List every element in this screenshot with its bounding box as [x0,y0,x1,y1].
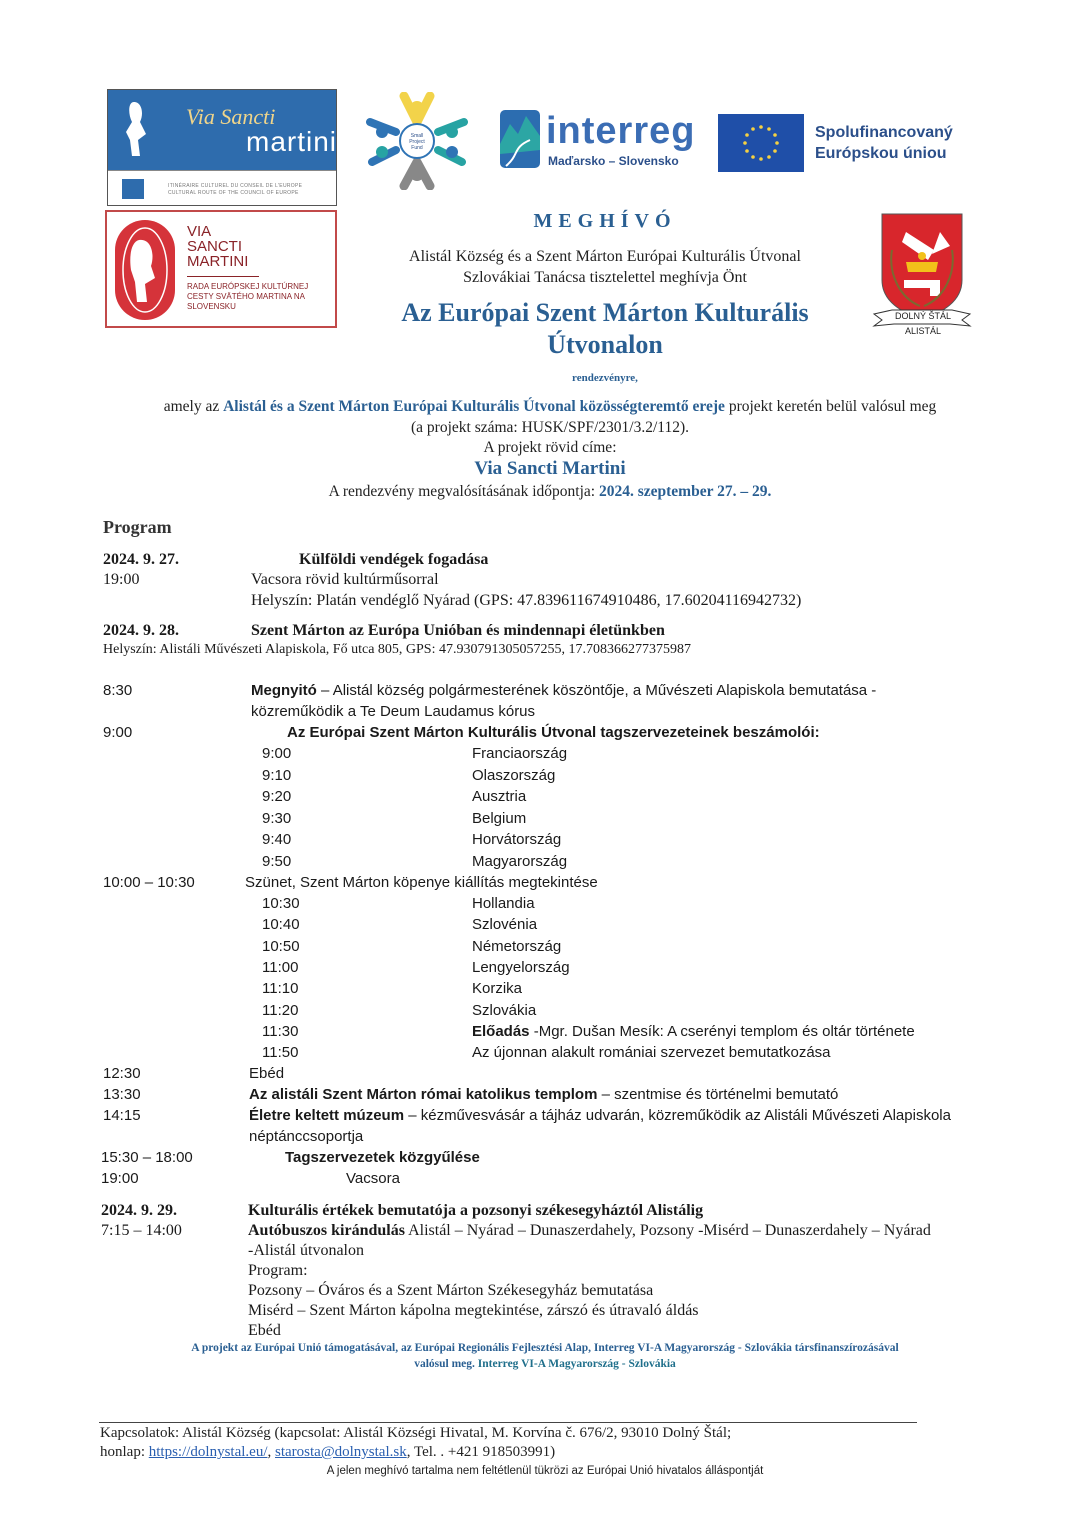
report-country: Horvátország [472,831,562,848]
report-time: 9:00 [262,745,292,762]
day1-title: Külföldi vendégek fogadása [299,551,489,568]
event-suffix: rendezvényre, [572,372,638,384]
report-country: Franciaország [472,745,568,762]
footprint-seal-icon [115,220,175,320]
day1-time: 19:00 [103,571,140,588]
day3-item: Misérd – Szent Márton kápolna megtekintése, zárszó és útravaló áldás [248,1302,699,1319]
day2-location: Helyszín: Alistáli Művészeti Alapiskola, Fő utca 805, GPS: 47.930791305057255, 17.708366277375987 [103,642,691,657]
project-prefix: amely az [163,398,224,415]
via-sancti-martini-sk-logo [105,210,337,328]
coat-of-arms-logo [870,210,974,342]
mountain-icon [500,110,540,168]
project-number: (a projekt száma: HUSK/SPF/2301/3.2/112). [411,419,689,436]
report-country: Korzika [472,980,523,998]
logo-text: Via Sancti [186,104,276,129]
event-title-line: Útvonalon [547,330,663,359]
logo-subtext: CESTY SVÄTÉHO MARTINA NA [187,292,305,301]
council-of-europe-icon [122,179,144,199]
report-time: 11:00 [262,958,299,976]
day3-item: Pozsony – Óváros és a Szent Márton Székesegyház bemutatása [248,1282,654,1299]
lecture-desc: -Mgr. Dušan Mesík: A cserényi templom és oltár története [529,1023,915,1040]
project-name: Alistál és a Szent Márton Európai Kulturális Útvonal közösségteremtő ereje [223,398,725,415]
eu-flag-icon [718,114,804,172]
report-time: 9:30 [262,809,292,827]
museum-desc: – kézművesvásár a tájház udvarán, közreműködik az Alistáli Művészeti Alapiskola [404,1107,951,1124]
church-time: 13:30 [103,1086,141,1103]
footer-disclaimer: A jelen meghívó tartalma nem feltétlenül tükrözi az Európai Unió hivatalos álláspontját [326,1465,764,1477]
church-text [249,1086,838,1103]
report-country: Szlovénia [472,916,538,934]
lecture-time: 11:30 [262,1023,299,1040]
logo-subtext: SLOVENSKU [187,302,236,311]
saint-figure-icon [126,100,148,160]
event-date-line [80,483,1020,501]
opening-text [251,682,876,699]
via-sancti-martini-logo [107,89,337,206]
romania-text: Az újonnan alakult romániai szervezet bemutatkozása [472,1044,831,1061]
intro-text [370,246,840,288]
museum-time: 14:15 [103,1107,141,1124]
day3-title: Kulturális értékek bemutatója a pozsonyi székesegyháztól Alistálig [248,1202,704,1219]
eu-text-line: Spolufinancovaný [815,124,953,141]
intro-line: Alistál Község és a Szent Márton Európai Kulturális Útvonal [409,248,801,265]
report-country: Hollandia [472,895,535,912]
break-time: 10:00 – 10:30 [103,874,195,891]
report-time: 11:20 [262,1001,299,1019]
assembly-text: Tagszervezetek közgyűlése [285,1149,480,1166]
footer-links [100,1444,555,1461]
funding-line-2 [60,1358,1030,1370]
intro-line: Szlovákiai Tanácsa tisztelettel meghívja Önt [463,269,747,286]
day3-program-label: Program: [248,1262,308,1279]
homepage-link[interactable]: https://dolnystal.eu/ [148,1444,268,1460]
funding-line: A projekt az Európai Unió támogatásával, az Európai Regionális Fejlesztési Alap, Interreg VI-A Magyarország - Szlovákia társfinanszírozásával [191,1342,899,1354]
dinner-text: Vacsora [346,1170,400,1187]
report-time: 10:40 [262,916,300,934]
reports-title: Az Európai Szent Márton Kulturális Útvonal tagszervezeteinek beszámolói: [287,724,820,741]
logo-fine-print: CULTURAL ROUTE OF THE COUNCIL OF EUROPE [168,190,299,196]
short-title: Via Sancti Martini [474,458,626,479]
email-link[interactable]: starosta@dolnystal.sk [275,1444,407,1460]
report-time: 9:10 [262,766,292,784]
trip-title: Autóbuszos kirándulás [248,1222,405,1239]
day1-event: Vacsora rövid kultúrműsorral [251,571,439,588]
date-label: A rendezvény megvalósításának időpontja: [328,483,599,500]
opening-time: 8:30 [103,682,133,699]
opening-desc-2: közreműködik a Te Deum Laudamus kórus [251,703,536,720]
report-country: Magyarország [472,852,568,870]
museum-desc-2: néptánccsoportja [249,1128,364,1145]
logo-fine-print: ITINÉRAIRE CULTUREL DU CONSEIL DE L'EUROPE [168,183,303,189]
project-suffix: projekt keretén belül valósul meg [724,398,937,415]
project-line [80,398,1020,416]
opening-title: Megnyitó [251,682,317,699]
interreg-wordmark: interreg [546,110,696,152]
footer-contacts: Kapcsolatok: Alistál Község (kapcsolat: Alistál Községi Hivatal, M. Korvína č. 676/2, 93010 Dolný Štál; [100,1425,732,1441]
report-country: Belgium [472,809,527,827]
trip-route: Alistál – Nyárad – Dunaszerdahely, Pozsony -Misérd – Dunaszerdahely – Nyárad [404,1222,931,1239]
day3-time: 7:15 – 14:00 [101,1222,182,1239]
footer-divider [99,1422,917,1423]
logo-text: VIA [187,223,212,240]
lunch-text: Ebéd [249,1065,285,1082]
trip-route-2: -Alistál útvonalon [248,1242,364,1259]
lecture-title: Előadás [472,1023,530,1040]
lunch-time: 12:30 [103,1065,141,1082]
report-country: Németország [472,937,562,955]
report-country: Lengyelország [472,958,570,976]
homepage-label: honlap: [100,1444,149,1460]
day1-location: Helyszín: Platán vendéglő Nyárad (GPS: 47.839611674910486, 17.60204116942732) [251,592,802,609]
day2-title: Szent Márton az Európa Unióban és mindennapi életünkben [251,622,665,639]
coat-of-arms-label: ALISTÁL [904,326,942,336]
report-time: 9:50 [262,852,292,870]
svg-text:Fund: Fund [411,145,423,151]
svg-text:Small: Small [410,133,424,139]
logo-subtext: RADA EURÓPSKEJ KULTÚRNEJ [187,282,309,291]
church-title: Az alistáli Szent Márton római katolikus templom [249,1086,598,1103]
church-desc: – szentmise és történelmi bemutató [597,1086,839,1103]
page-title: MEGHÍVÓ [533,210,677,232]
report-time: 11:10 [262,980,299,998]
eu-cofinanced-label [815,122,953,164]
eu-text-line: Európskou úniou [815,145,947,162]
funding-prefix: valósul meg. [414,1358,478,1370]
funding-program: Interreg VI-A Magyarország - Szlovákia [477,1358,676,1370]
people-circle-icon [366,92,468,190]
romania-time: 11:50 [262,1044,299,1061]
interreg-logo [500,110,710,170]
museum-title: Életre keltett múzeum [249,1107,405,1124]
report-time: 9:20 [262,788,292,805]
lecture-text [472,1023,915,1040]
coat-of-arms-label: DOLNÝ ŠTÁL [894,311,952,321]
day3-trip [248,1222,931,1240]
report-time: 9:40 [262,831,292,848]
report-country: Olaszország [472,766,556,784]
day2-date: 2024. 9. 28. [103,622,179,639]
report-country: Szlovákia [472,1001,537,1019]
museum-text [249,1107,951,1124]
svg-text:Project: Project [409,139,425,145]
logo-text: martini [246,126,338,157]
day1-date: 2024. 9. 27. [103,551,179,568]
short-title-label: A projekt rövid címe: [483,439,617,456]
opening-desc: – Alistál község polgármesterének köszöntője, a Művészeti Alapiskola bemutatása - [316,682,877,699]
report-time: 10:30 [262,895,300,912]
date-value: 2024. szeptember 27. – 29. [598,483,772,500]
coat-of-arms-icon [870,210,974,342]
logo-text: SANCTI [187,238,243,255]
day3-item: Ebéd [248,1322,281,1339]
reports-time: 9:00 [103,724,133,741]
program-heading: Program [103,517,172,537]
report-country: Ausztria [472,788,527,805]
footer-phone: , Tel. . +421 918503991) [406,1444,556,1460]
day3-date: 2024. 9. 29. [101,1202,177,1219]
separator: , [267,1444,275,1460]
divider [187,276,259,277]
small-project-fund-logo [366,92,468,190]
logo-text: MARTINI [187,253,249,270]
event-title [370,297,840,361]
assembly-time: 15:30 – 18:00 [101,1149,193,1166]
break-text: Szünet, Szent Márton köpenye kiállítás megtekintése [245,874,598,891]
event-title-line: Az Európai Szent Márton Kulturális [401,298,809,327]
interreg-subtitle: Maďarsko – Slovensko [548,154,679,168]
dinner-time: 19:00 [101,1170,139,1187]
report-time: 10:50 [262,937,300,955]
